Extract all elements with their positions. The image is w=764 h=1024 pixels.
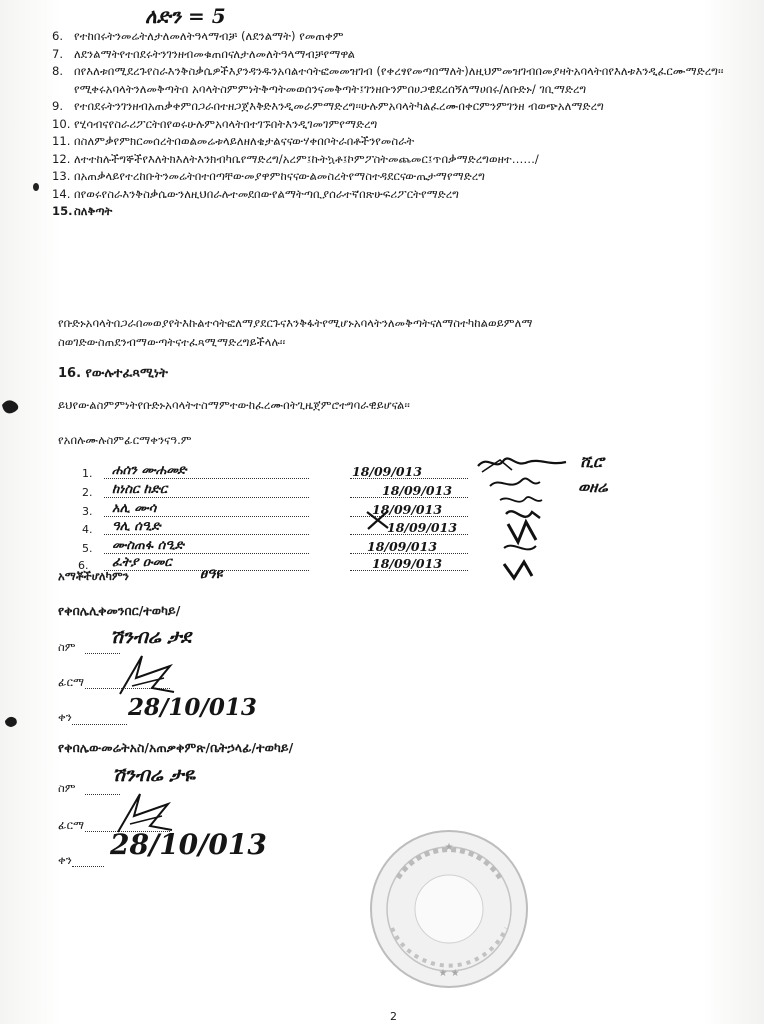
receiver2-heading: የቀበሌውመሬትአስ/አጠቃቀምጽ/ቤትኃላፊ/ተወካይ/	[58, 740, 294, 755]
signatory-row: 3. አሊ ሙሳ 18/09/013	[82, 503, 682, 522]
section-heading: 16. የውሉተፈጻሚነት	[58, 366, 168, 381]
page-number: 2	[390, 1010, 397, 1023]
margin-note: ሺሮ	[580, 452, 604, 471]
signatory-row: 6. ፈትያ ዑመር 18/09/013	[82, 557, 682, 576]
svg-text:★ ★: ★ ★	[438, 968, 460, 979]
signatory-row: 4. ዓሊ ሰዒድ 18/09/013	[82, 521, 682, 540]
signatory-row: 5. ሙስጠፋ ሰዒድ 18/09/013	[82, 540, 682, 559]
name-field-label: ስም	[58, 781, 76, 795]
list-item: 11. በስለምቃየምክርመሰረትበወልመሬቱላይለዘለቄታልናናውሃቀበቦትራበቶችንየመስራት	[52, 134, 415, 148]
list-item: 15. ስለቅጣት	[52, 204, 113, 218]
signatory-row: 1. ሐሰን ሙሐመድ 18/09/013	[82, 465, 682, 484]
date-value: 28/10/013	[110, 828, 267, 861]
handwritten-note: ለድን = 5	[145, 4, 226, 28]
date-field-label: ቀን	[58, 710, 72, 724]
chair-name: ፀዓዩ	[200, 566, 223, 582]
list-item: 8. በየእለቱበሚደረጉየስራእንቅስቃሴዎችእያንዳንዱንአባልተሳትፎመመዝገብ (የቀረፃየመጣበማለት)ለዚህምመዝገብበመያዛትአባላትበየእለቱእንዲፈርሙማድረግ፡፡የሚቀሩአባላትንለመቅጣትበ አባላትስምምነትቅጣትመወሰንናመቅጣት፤ገንዘቡንምበሀጋዊደረሰኝለማሀበሩ/ለቡድኑ/ ገቢማድረግ	[52, 64, 724, 96]
ink-blot-icon	[0, 395, 22, 417]
signature-scribble	[112, 648, 182, 700]
signatories-title: የአበሉሙሉስምፊርማቀንናዓ.ም	[58, 433, 192, 447]
name-field-label: ስም	[58, 640, 76, 654]
signature-field-label: ፊርማ	[58, 675, 85, 689]
section-text: ይህየውልስምምነትየቡድኑአባላትተስማምተውከፈረሙበትጊዜጀምሮተግባራዊይሆናል፡፡	[58, 398, 410, 412]
signature-field-label: ፊርማ	[58, 818, 85, 832]
signatory-row: 2. ከነስር ከድር 18/09/013	[82, 484, 682, 503]
list-item: 9. የተበደሩትንገንዘብአጠቃቀምበጋራበተዘጋጀእቅድእንዲመራምማድረግ፡፡ሁሉምአባላትካልፈረሙበቀርምንምገንዘ ብወጭአለማድረግ	[52, 99, 604, 113]
x-mark-icon	[364, 508, 392, 532]
name-value: ሽንብሬ ታደ	[110, 626, 191, 648]
margin-note: ወዘሬ	[578, 478, 608, 496]
list-item: 6. የተከበሩትንመሬትለታለመለትዓላማብቻ (ለደንልማት) የመጠቀም	[52, 29, 344, 43]
receiver1-heading: የቀበሌሊቀመንበር/ተወካይ/	[58, 603, 181, 618]
list-item: 10. የሂሳብናየስራሪፖርትበየወሩሁሉምአባላትበተገኙበትእንዲገመገምየማድረግ	[52, 116, 378, 131]
ink-blot-icon	[30, 180, 42, 194]
list-item: 7. ለደንልማትየተበደሩትንገንዘብመቁጠበናለታለመለትዓላማብቻየማዋል	[52, 46, 355, 61]
list-item: 13. በአጠቃላይየተረከቡትንመሬትበተበጣቸውመያዋምከናናውልመስረትየማስተዳደርናውጤታማየማድረግ	[52, 169, 485, 183]
date-value: 28/10/013	[128, 694, 257, 721]
date-field-label: ቀን	[58, 853, 72, 867]
list-item: 14. በየወሩየስራእንቅስቃሴውንለዚህበራሉተመደበውየልማትጣቢያሰራተኛበጽሁፍሪፖርትየማድረግ	[52, 186, 459, 201]
svg-text:★: ★	[444, 842, 454, 853]
ink-blot-icon	[2, 712, 20, 730]
list-item: 12. ለተተከሉችግኞችየእለትክእለትእንክብካቤየማድረግ/አረም፤ኩትኳቶ፤ኮምፖስትመጨመር፤ጥበቃማድረግወዘተ……/	[52, 151, 539, 166]
official-stamp-icon	[368, 828, 530, 990]
penalty-paragraph: የቡድኑአባላትበጋራበመወያየትእኩልተሳትፎለማያደርጉናእንቅፋትየሚሆኑአባላትንለመቅጣትናለማስተካከልወይምለማ ስወገድውስጠደንብማውጣትናተፈጻሚማድረግይችላሉ፡፡	[58, 316, 533, 349]
name-value: ሽንብሬ ታዬ	[112, 764, 196, 786]
obligation-list	[52, 28, 752, 221]
signature-scribbles	[470, 452, 580, 587]
chair-label: አማቾችሆለካምን	[58, 569, 129, 583]
